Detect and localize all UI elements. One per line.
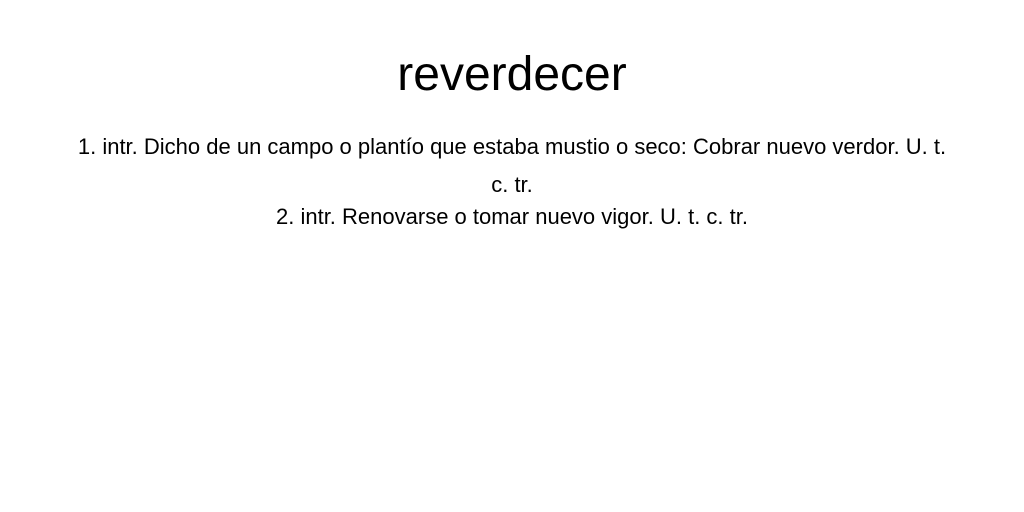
- headword: reverdecer: [397, 48, 627, 101]
- definition-1: 1. intr. Dicho de un campo o plantío que estaba mustio o seco: Cobrar nuevo verdor. U. t. c. tr.: [77, 134, 947, 197]
- definition-2: 2. intr. Renovarse o tomar nuevo vigor. U. t. c. tr.: [276, 204, 748, 229]
- definitions-list: [72, 128, 952, 236]
- dictionary-entry: [0, 0, 1024, 236]
